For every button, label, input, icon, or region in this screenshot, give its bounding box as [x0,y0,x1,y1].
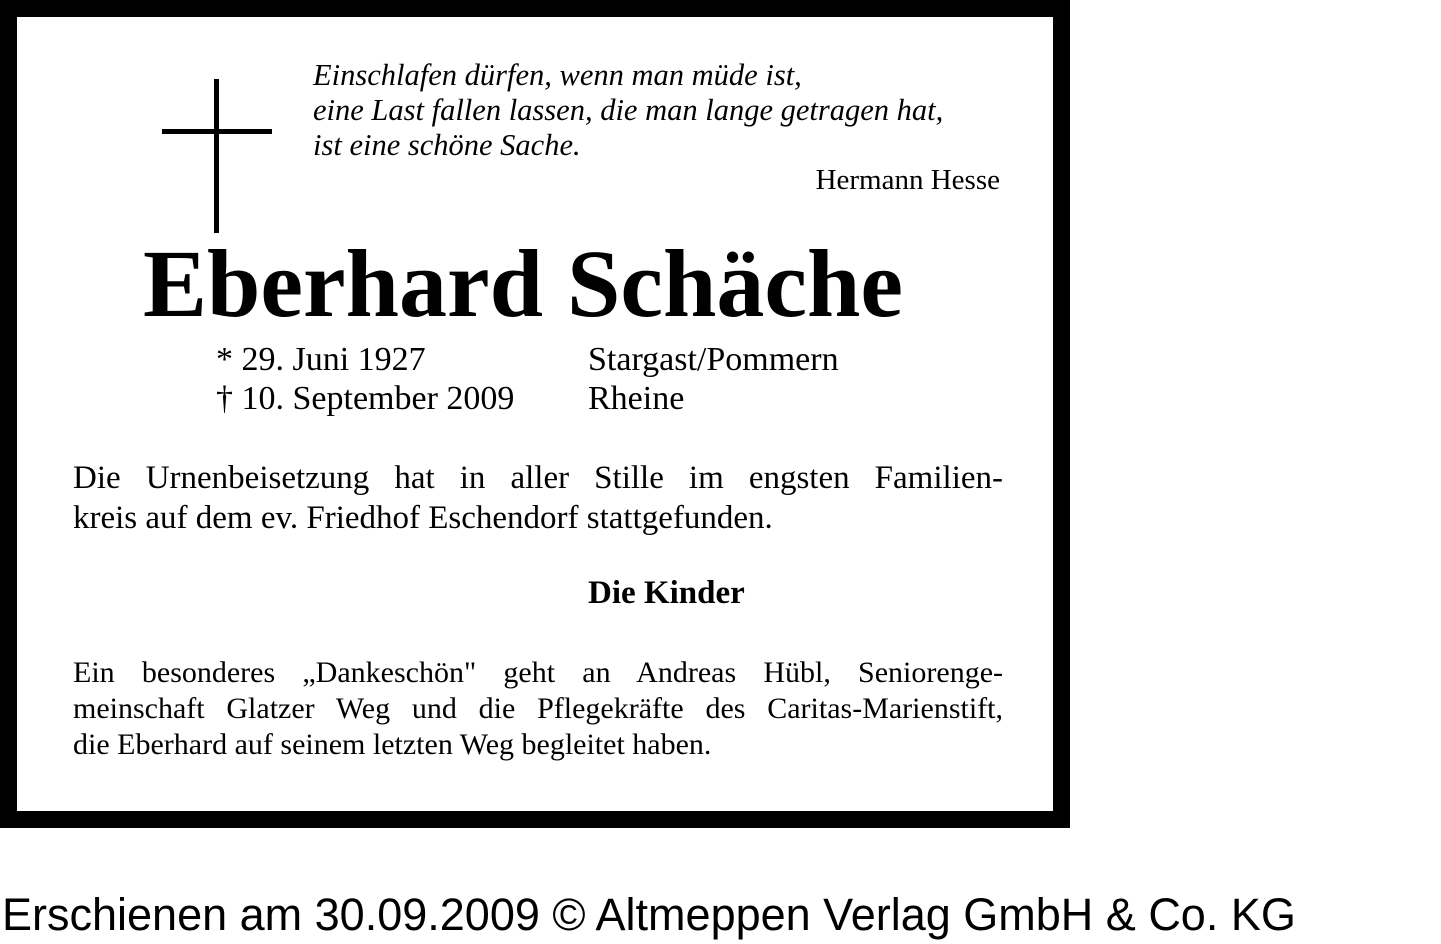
quote-line-3: ist eine schöne Sache. [313,128,581,162]
publication-footer: Erschienen am 30.09.2009 © Altmeppen Verlag GmbH & Co. KG [2,889,1296,940]
life-places [588,340,839,418]
birth-place: Stargast/Pommern [588,341,839,378]
cross-icon [162,79,272,233]
cross-horizontal-bar [162,129,272,134]
signoff: Die Kinder [588,575,745,611]
deceased-name: Eberhard Schäche [143,230,904,337]
quote-line-2: eine Last fallen lassen, die man lange getragen hat, [313,93,944,127]
burial-line-2: kreis auf dem ev. Friedhof Eschendorf stattgefunden. [73,500,773,536]
thanks-line-2: meinschaft Glatzer Weg und die Pflegekräfte des Caritas-Marienstift, [73,692,1003,725]
hesse-quote [313,58,1003,163]
death-date: † 10. September 2009 [216,380,515,417]
life-dates [216,340,514,418]
thanks-paragraph [73,655,1003,763]
birth-date: * 29. Juni 1927 [216,341,426,378]
burial-paragraph [73,458,1003,538]
thanks-line-3: die Eberhard auf seinem letzten Weg begleitet haben. [73,728,712,761]
thanks-line-1: Ein besonderes „Dankeschön" geht an Andreas Hübl, Seniorenge- [73,656,1003,689]
burial-line-1: Die Urnenbeisetzung hat in aller Stille im engsten Familien- [73,460,1003,496]
cross-vertical-bar [214,79,219,233]
death-place: Rheine [588,380,685,417]
quote-author: Hermann Hesse [815,164,1000,196]
quote-line-1: Einschlafen dürfen, wenn man müde ist, [313,58,802,92]
